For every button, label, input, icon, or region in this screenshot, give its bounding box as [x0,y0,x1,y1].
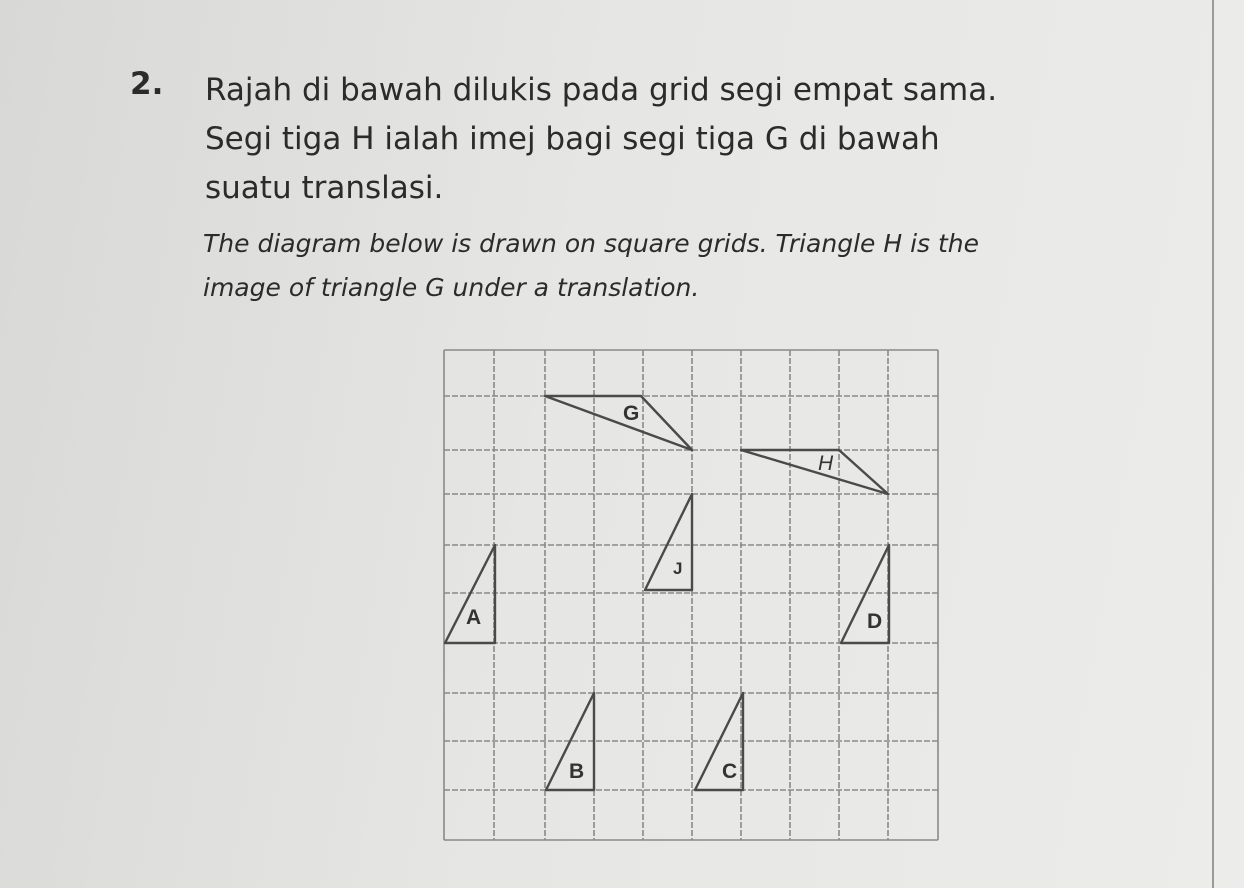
english-line-2: image of triangle G under a translation. [203,273,700,302]
malay-line-2: Segi tiga H ialah imej bagi segi tiga G di bawah [205,121,940,157]
label-g: G [623,402,640,425]
label-c: C [722,760,738,783]
malay-line-3: suatu translasi. [205,170,444,206]
label-a: A [466,606,482,629]
label-d: D [867,610,883,633]
question-number: 2. [130,66,164,102]
triangle-g [545,396,692,450]
triangle-h [741,450,888,494]
malay-line-1: Rajah di bawah dilukis pada grid segi empat sama. [205,72,998,108]
english-line-1: The diagram below is drawn on square grids. Triangle H is the [203,229,980,258]
label-h: H [818,452,834,475]
label-j: J [673,559,683,578]
label-b: B [569,760,585,783]
triangle-j [645,494,692,590]
